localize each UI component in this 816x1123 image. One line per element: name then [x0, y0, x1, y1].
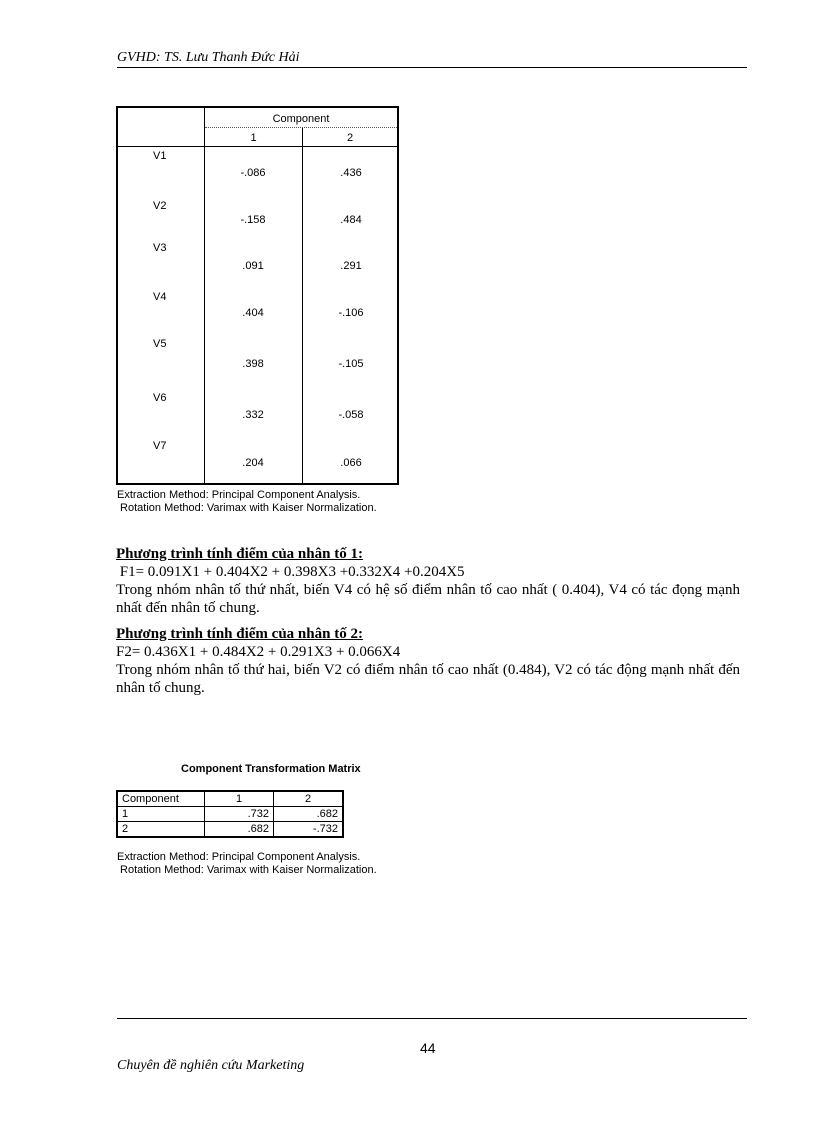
footer-rule	[117, 1018, 747, 1019]
cell-value: .066	[340, 457, 362, 469]
row-label: 1	[117, 807, 205, 822]
extraction-note: Extraction Method: Principal Component Analysis.	[117, 489, 361, 501]
cell-value: .398	[242, 358, 264, 370]
header-rule	[118, 146, 397, 147]
section-heading: Phương trình tính điểm của nhân tố 2:	[116, 626, 363, 642]
cell-value: .291	[340, 260, 362, 272]
section-heading: Phương trình tính điểm của nhân tố 1:	[116, 546, 363, 562]
col-header-1: 1	[250, 132, 257, 144]
equation: F1= 0.091X1 + 0.404X2 + 0.398X3 +0.332X4 +0.204X5	[116, 564, 465, 580]
section-factor-1	[116, 545, 740, 617]
cell-value: .732	[205, 807, 274, 822]
header-rule	[117, 67, 747, 68]
page-number: 44	[420, 1040, 436, 1056]
table-row	[117, 807, 343, 822]
transformation-matrix-title: Component Transformation Matrix	[181, 763, 361, 775]
cell-value: -.106	[338, 307, 364, 319]
table2-notes	[117, 851, 377, 877]
table-col-divider	[302, 127, 303, 483]
cell-value: .204	[242, 457, 264, 469]
rotation-note: Rotation Method: Varimax with Kaiser Normalization.	[117, 864, 377, 876]
transformation-matrix-table	[116, 790, 344, 838]
page-header: GVHD: TS. Lưu Thanh Đức Hải	[117, 50, 300, 65]
rotation-note: Rotation Method: Varimax with Kaiser Normalization.	[117, 502, 377, 514]
col-header-2: 2	[346, 132, 354, 144]
cell-value: -.158	[240, 214, 266, 226]
cell-value: .091	[242, 260, 264, 272]
equation: F2= 0.436X1 + 0.484X2 + 0.291X3 + 0.066X4	[116, 644, 401, 660]
row-label: 2	[117, 822, 205, 838]
table-header-row	[117, 791, 343, 807]
component-score-table	[116, 106, 399, 485]
header-dotted-rule	[205, 127, 397, 128]
section-factor-2	[116, 625, 740, 697]
header-cell: Component	[117, 791, 205, 807]
table-row	[117, 822, 343, 838]
cell-value: -.058	[338, 409, 364, 421]
cell-value: -.086	[240, 167, 266, 179]
row-label: V6	[153, 392, 167, 404]
header-cell: 2	[274, 791, 344, 807]
cell-value: .404	[242, 307, 264, 319]
cell-value: .682	[205, 822, 274, 838]
component-group-header: Component	[272, 113, 330, 125]
row-label: V4	[153, 291, 167, 303]
row-label: V3	[153, 242, 167, 254]
paragraph: Trong nhóm nhân tố thứ nhất, biến V4 có hệ số điểm nhân tố cao nhất ( 0.404), V4 có tác đọng mạnh nhất đến nhân tố chung.	[116, 582, 740, 616]
header-cell: 1	[205, 791, 274, 807]
row-label: V2	[153, 200, 167, 212]
table-notes	[117, 489, 377, 515]
cell-value: -.732	[274, 822, 344, 838]
paragraph: Trong nhóm nhân tố thứ hai, biến V2 có điểm nhân tố cao nhất (0.484), V2 có tác động mạnh nhất đến nhân tố chung.	[116, 662, 740, 696]
cell-value: -.105	[338, 358, 364, 370]
row-label: V1	[153, 150, 167, 162]
cell-value: .332	[242, 409, 264, 421]
cell-value: .484	[340, 214, 362, 226]
extraction-note: Extraction Method: Principal Component Analysis.	[117, 851, 361, 863]
row-label: V5	[153, 338, 167, 350]
page-footer: Chuyên đề nghiên cứu Marketing	[117, 1058, 305, 1073]
table-col-divider	[204, 108, 205, 483]
cell-value: .436	[340, 167, 362, 179]
cell-value: .682	[274, 807, 344, 822]
row-label: V7	[153, 440, 167, 452]
